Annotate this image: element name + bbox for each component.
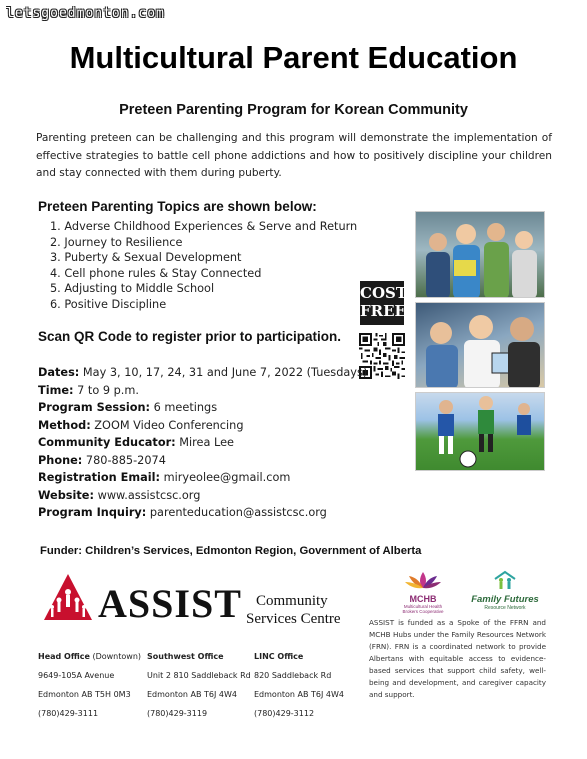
mchb-logo (392, 570, 454, 614)
watermark: letsgoedmonton.com (6, 6, 165, 21)
program-details (38, 364, 367, 522)
details-row-session (38, 399, 367, 417)
details-label: Dates: (38, 366, 80, 379)
details-value: 7 to 9 p.m. (73, 383, 139, 397)
mchb-subtitle: Multicultural Health (403, 604, 443, 609)
details-label: Time: (38, 383, 74, 397)
office-phone: (780)429-3111 (38, 709, 99, 718)
details-label: Program Inquiry: (38, 506, 147, 519)
details-row-phone (38, 452, 367, 470)
ffrn-name: Family Futures (471, 594, 539, 605)
details-value: Mirea Lee (175, 436, 235, 449)
subtitle: Preteen Parenting Program for Korean Community (119, 102, 468, 118)
scan-qr-heading: Scan QR Code to register prior to participation. (38, 329, 342, 344)
details-label: Program Session: (38, 401, 151, 414)
office-name: LINC Office (254, 652, 304, 661)
intro-paragraph: Parenting preteen can be challenging and this program will demonstrate the implementation of effective strategies to battle cell phone addictions and how to positively discipline your children and stay connected with them during puberty. (36, 132, 552, 179)
details-label: Phone: (38, 453, 83, 467)
soccer-kids-photo (415, 392, 545, 471)
topic-item: 1. Adverse Childhood Experiences & Serve and Return (50, 220, 358, 233)
family-house-icon (493, 570, 517, 590)
mchb-subtitle: Brokers Cooperative (402, 609, 444, 614)
page-title: Multicultural Parent Education (69, 40, 518, 75)
details-value: May 3, 10, 17, 24, 31 and June 7, 2022 (Tuesdays) (79, 366, 368, 379)
office-name-extra: (Downtown) (89, 652, 142, 661)
office-name: Head Office (38, 652, 90, 661)
details-row-dates (38, 364, 367, 382)
office-address: Unit 2 810 Saddleback Rd (147, 671, 251, 680)
assist-subtitle-line: Community (256, 593, 328, 609)
preteens-group-photo (415, 211, 545, 298)
topic-item: 6. Positive Discipline (50, 297, 167, 311)
assist-wordmark: ASSIST (98, 581, 242, 626)
ffrn-subtitle: Resource Network (484, 605, 526, 611)
cost-free-line: COST (360, 284, 407, 302)
assist-subtitle (246, 592, 341, 628)
office-city: Edmonton AB T5H 0M3 (38, 690, 131, 699)
office-southwest (147, 652, 251, 728)
funder-line: Funder: Children’s Services, Edmonton Region, Government of Alberta (40, 545, 422, 557)
website-link[interactable]: www.assistcsc.org (93, 488, 201, 502)
details-row-inquiry (38, 504, 367, 522)
family-tablet-photo (415, 302, 545, 388)
cost-free-line: FREE (360, 302, 406, 320)
office-title (38, 652, 141, 671)
topics-heading: Preteen Parenting Topics are shown below: (38, 199, 317, 214)
office-address: 820 Saddleback Rd (254, 671, 332, 680)
topic-item: 2. Journey to Resilience (50, 235, 183, 249)
details-label: Method: (38, 418, 91, 432)
mchb-name: MCHB (409, 594, 437, 604)
office-head (38, 652, 141, 728)
topic-item: 5. Adjusting to Middle School (50, 282, 215, 296)
details-value: 6 meetings (150, 401, 218, 414)
topics-list (50, 219, 357, 313)
details-label: Community Educator: (38, 436, 176, 449)
details-row-website (38, 487, 367, 505)
topic-item: 3. Puberty & Sexual Development (50, 251, 242, 265)
office-city: Edmonton AB T6J 4W4 (254, 690, 345, 699)
inquiry-email-link[interactable]: parenteducation@assistcsc.org (146, 506, 327, 519)
details-row-email (38, 469, 367, 487)
office-linc (254, 652, 344, 728)
office-city: Edmonton AB T6J 4W4 (147, 690, 238, 699)
office-title (254, 652, 344, 671)
details-row-method (38, 417, 367, 435)
details-label: Registration Email: (38, 471, 161, 484)
details-label: Website: (38, 488, 94, 502)
topic-item: 4. Cell phone rules & Stay Connected (50, 266, 262, 280)
office-address: 9649-105A Avenue (38, 671, 115, 680)
office-phone: (780)429-3119 (147, 709, 208, 718)
funding-note: ASSIST is funded as a Spoke of the FFRN and MCHB Hubs under the Family Resources Network (FRN). FRN is a coordinated network to provide Albertans with equitable access to evidence-based services that support child safety, well-being and development, and caregiver capacity and support. (369, 618, 546, 699)
lotus-icon (403, 570, 443, 590)
registration-email-link[interactable]: miryeolee@gmail.com (160, 471, 291, 484)
assist-subtitle-line: Services Centre (246, 611, 341, 627)
details-row-educator (38, 434, 367, 452)
assist-logo-icon (42, 572, 94, 624)
ffrn-logo (470, 570, 540, 611)
cost-free-badge (360, 281, 407, 325)
office-title (147, 652, 251, 671)
office-name: Southwest Office (147, 652, 224, 661)
details-value: 780-885-2074 (82, 453, 166, 467)
details-row-time (38, 382, 367, 400)
office-phone: (780)429-3112 (254, 709, 315, 718)
details-value: ZOOM Video Conferencing (90, 418, 244, 432)
